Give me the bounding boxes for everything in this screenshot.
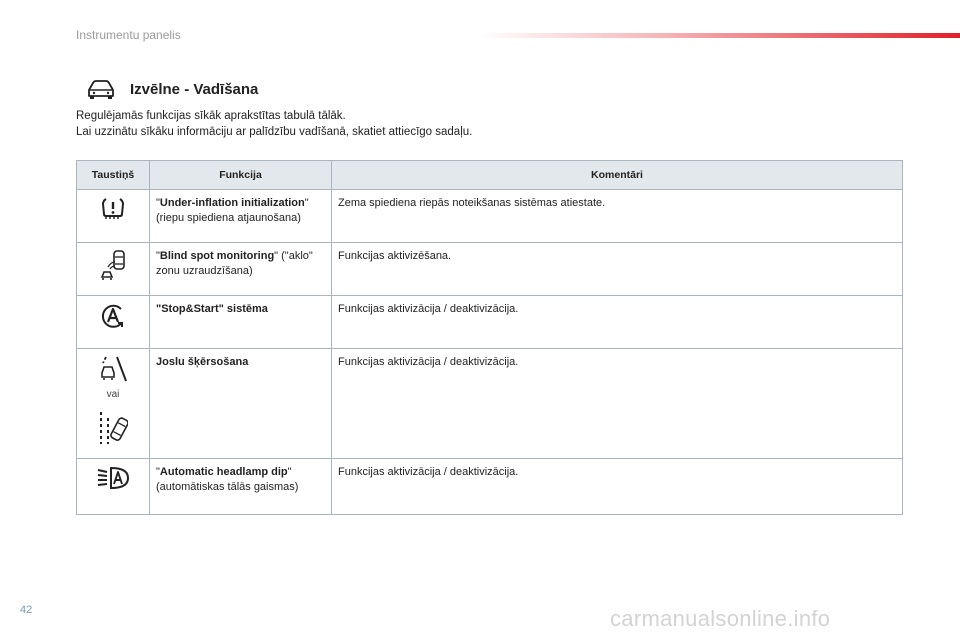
table-header-row — [77, 161, 903, 190]
watermark: carmanualsonline.info — [610, 606, 831, 631]
lane-departure-icon — [98, 355, 128, 383]
function-name: Joslu šķērsošana — [156, 356, 249, 368]
function-desc: (riepu spiediena atjaunošana) — [156, 212, 301, 224]
functions-table — [76, 160, 903, 515]
comment-cell: Zema spiediena riepās noteikšanas sistēmas atiestate. — [332, 190, 903, 243]
page-number: 42 — [20, 604, 33, 616]
intro-text — [76, 108, 472, 140]
car-icon — [86, 78, 116, 100]
function-desc: (automātiskas tālās gaismas) — [156, 481, 299, 493]
auto-headlamp-icon — [96, 465, 130, 491]
function-desc: ("aklo" zonu uzraudzīšana) — [156, 250, 313, 277]
quote: " — [156, 197, 160, 209]
title-block — [86, 78, 258, 100]
quote: " — [156, 250, 160, 262]
function-name: Under-inflation initialization — [159, 197, 305, 209]
quote: " — [287, 466, 292, 478]
lane-keep-icon — [98, 410, 128, 446]
function-name: Automatic headlamp dip — [159, 466, 288, 478]
table-row — [77, 243, 903, 296]
function-name: Blind spot monitoring — [159, 250, 275, 262]
comment-cell: Funkcijas aktivizācija / deaktivizācija. — [332, 349, 903, 459]
quote: " — [274, 250, 279, 262]
stop-start-icon — [99, 302, 127, 330]
table-row — [77, 459, 903, 515]
blind-spot-icon — [98, 249, 128, 281]
table-row — [77, 296, 903, 349]
comment-cell: Funkcijas aktivizēšana. — [332, 243, 903, 296]
comment-cell: Funkcijas aktivizācija / deaktivizācija. — [332, 296, 903, 349]
intro-line: Regulējamās funkcijas sīkāk aprakstītas tabulā tālāk. — [76, 110, 346, 122]
quote: " — [156, 466, 160, 478]
column-header: Taustiņš — [77, 161, 150, 190]
intro-line: Lai uzzinātu sīkāku informāciju ar palīdzību vadīšanā, skatiet attiecīgo sadaļu. — [76, 126, 473, 138]
table-row — [77, 190, 903, 243]
section-header: Instrumentu panelis — [76, 28, 181, 42]
column-header: Funkcija — [150, 161, 332, 190]
function-name: "Stop&Start" sistēma — [156, 303, 268, 315]
alternative-label: vai — [106, 389, 120, 400]
column-header: Komentāri — [332, 161, 903, 190]
tyre-pressure-warning-icon — [100, 196, 126, 220]
comment-cell: Funkcijas aktivizācija / deaktivizācija. — [332, 459, 903, 515]
header-accent-bar — [480, 33, 960, 38]
quote: " — [304, 197, 309, 209]
page-title: Izvēlne - Vadīšana — [130, 80, 259, 98]
table-row — [77, 349, 903, 459]
